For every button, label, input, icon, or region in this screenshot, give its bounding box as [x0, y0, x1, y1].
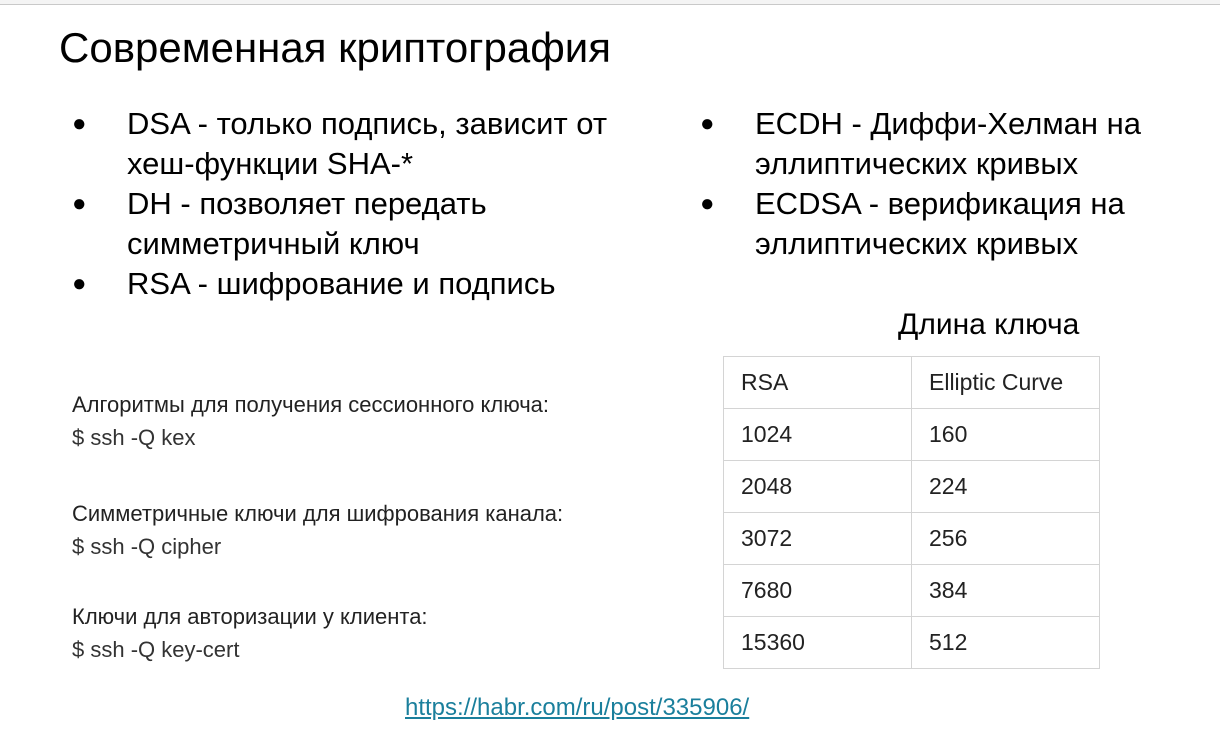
key-length-table [723, 356, 1100, 669]
command-label: Симметричные ключи для шифрования канала: [72, 501, 564, 526]
bullet-text: ECDSA - верификация на эллиптических кривых [755, 186, 1125, 261]
table-row [724, 409, 1100, 461]
table-header-cell: RSA [724, 357, 912, 409]
table-cell: 15360 [724, 617, 912, 669]
command-block-kex [72, 388, 549, 454]
slide-title: Современная криптография [59, 24, 611, 71]
command-block-key-cert [72, 600, 428, 666]
bullet-dot-icon: ● [700, 190, 715, 217]
bullet-dot-icon: ● [72, 110, 87, 137]
table-cell: 384 [912, 565, 1100, 617]
bullet-item [700, 104, 1200, 184]
bullet-item [72, 184, 672, 264]
bullet-text: DH - позволяет передать симметричный ключ [127, 186, 487, 261]
table-row [724, 617, 1100, 669]
bullet-item [700, 184, 1200, 264]
command-text: $ ssh -Q cipher [72, 534, 222, 559]
bullet-item [72, 104, 672, 184]
table-cell: 3072 [724, 513, 912, 565]
table-cell: 256 [912, 513, 1100, 565]
command-text: $ ssh -Q key-cert [72, 637, 240, 662]
table-row [724, 565, 1100, 617]
command-text: $ ssh -Q kex [72, 425, 196, 450]
bullet-dot-icon: ● [72, 190, 87, 217]
key-length-heading: Длина ключа [898, 308, 1080, 341]
bullet-text: ECDH - Диффи-Хелман на эллиптических кривых [755, 106, 1141, 181]
bullet-dot-icon: ● [72, 270, 87, 297]
command-label: Алгоритмы для получения сессионного ключа: [72, 392, 550, 417]
bullet-item [72, 264, 672, 304]
table-row [724, 513, 1100, 565]
table-cell: 1024 [724, 409, 912, 461]
table-header-cell: Elliptic Curve [912, 357, 1100, 409]
bullet-list-right [700, 104, 1200, 264]
bullet-text: RSA - шифрование и подпись [127, 266, 556, 301]
table-row [724, 461, 1100, 513]
source-link[interactable]: https://habr.com/ru/post/335906/ [405, 694, 750, 721]
table-header-row [724, 357, 1100, 409]
table-cell: 7680 [724, 565, 912, 617]
command-block-cipher [72, 497, 563, 563]
table-cell: 160 [912, 409, 1100, 461]
top-divider [0, 0, 1220, 5]
table-cell: 2048 [724, 461, 912, 513]
table-cell: 224 [912, 461, 1100, 513]
command-label: Ключи для авторизации у клиента: [72, 604, 428, 629]
bullet-dot-icon: ● [700, 110, 715, 137]
bullet-list-left [72, 104, 672, 304]
table-cell: 512 [912, 617, 1100, 669]
bullet-text: DSA - только подпись, зависит от хеш-функции SHA-* [127, 106, 608, 181]
